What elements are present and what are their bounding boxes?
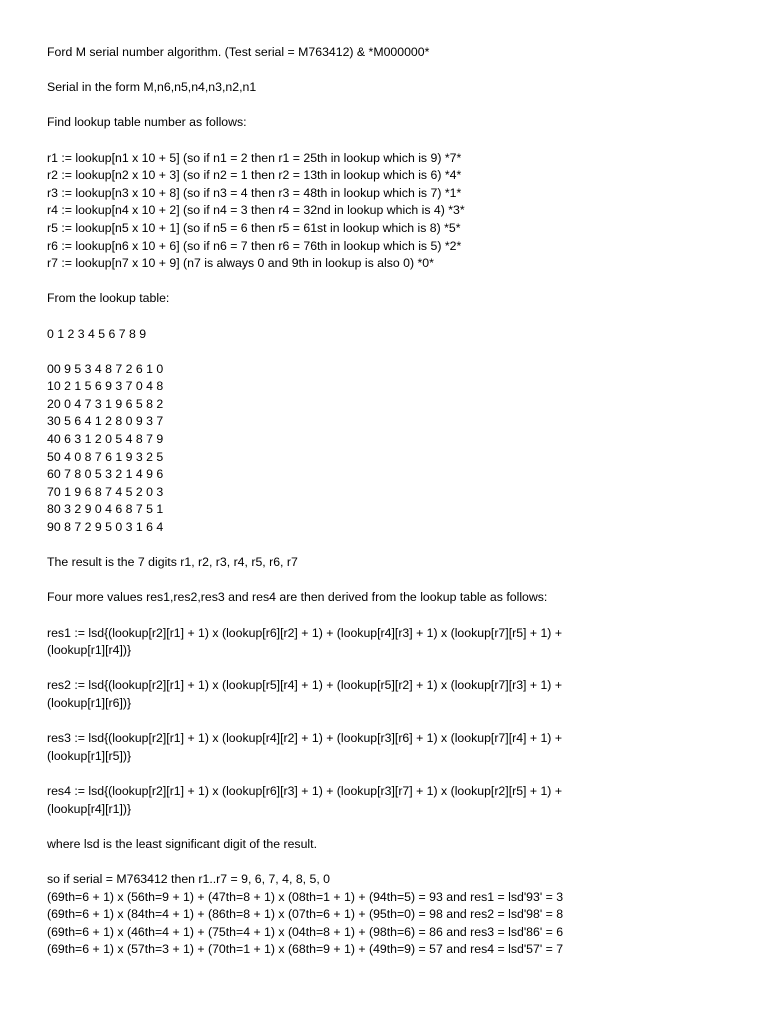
example-line: (69th=6 + 1) x (46th=4 + 1) + (75th=4 + 1) x (04th=8 + 1) + (98th=6) = 86 and res3 = lsd'86' = 6 [47, 924, 564, 939]
res-formula-line: (lookup[r4][r1])} [47, 801, 132, 816]
worked-example [47, 871, 747, 959]
res1-formula [47, 625, 747, 660]
document-page [47, 44, 747, 959]
table-row: 00 9 5 3 4 8 7 2 6 1 0 [47, 361, 164, 376]
table-row: 10 2 1 5 6 9 3 7 0 4 8 [47, 379, 164, 394]
find-intro-text: Find lookup table number as follows: [47, 115, 247, 130]
res-formula-line: (lookup[r1][r4])} [47, 643, 132, 658]
table-row: 80 3 2 9 0 4 6 8 7 5 1 [47, 502, 164, 517]
result-text: The result is the 7 digits r1, r2, r3, r4, r5, r6, r7 [47, 555, 298, 570]
r-formula-line: r3 := lookup[n3 x 10 + 8] (so if n3 = 4 then r3 = 48th in lookup which is 7) *1* [47, 185, 462, 200]
document-title: Ford M serial number algorithm. (Test serial = M763412) & *M000000* [47, 45, 430, 59]
res-formula-line: res2 := lsd{(lookup[r2][r1] + 1) x (lookup[r5][r4] + 1) + (lookup[r5][r2] + 1) x (lookup[r7][r3] + 1) + [47, 678, 563, 693]
res-formula-line: (lookup[r1][r5])} [47, 748, 132, 763]
lookup-table-header: 0 1 2 3 4 5 6 7 8 9 [47, 326, 147, 341]
table-row: 20 0 4 7 3 1 9 6 5 8 2 [47, 396, 164, 411]
r-formula-line: r1 := lookup[n1 x 10 + 5] (so if n1 = 2 then r1 = 25th in lookup which is 9) *7* [47, 150, 462, 165]
res3-formula [47, 730, 747, 765]
table-row: 70 1 9 6 8 7 4 5 2 0 3 [47, 484, 164, 499]
table-row: 60 7 8 0 5 3 2 1 4 9 6 [47, 467, 164, 482]
table-row: 30 5 6 4 1 2 8 0 9 3 7 [47, 414, 164, 429]
r-formula-line: r6 := lookup[n6 x 10 + 6] (so if n6 = 7 then r6 = 76th in lookup which is 5) *2* [47, 238, 462, 253]
example-line: (69th=6 + 1) x (57th=3 + 1) + (70th=1 + 1) x (68th=9 + 1) + (49th=9) = 57 and res4 = lsd'57' = 7 [47, 942, 564, 957]
r-formula-line: r5 := lookup[n5 x 10 + 1] (so if n5 = 6 then r5 = 61st in lookup which is 8) *5* [47, 220, 461, 235]
example-line: (69th=6 + 1) x (56th=9 + 1) + (47th=8 + 1) x (08th=1 + 1) + (94th=5) = 93 and res1 = lsd'93' = 3 [47, 889, 564, 904]
r-formula-line: r7 := lookup[n7 x 10 + 9] (n7 is always 0 and 9th in lookup is also 0) *0* [47, 256, 434, 271]
res-formula-line: res4 := lsd{(lookup[r2][r1] + 1) x (lookup[r6][r3] + 1) + (lookup[r3][r7] + 1) x (lookup[r2][r5] + 1) + [47, 783, 563, 798]
res-formula-line: res3 := lsd{(lookup[r2][r1] + 1) x (lookup[r4][r2] + 1) + (lookup[r3][r6] + 1) x (lookup[r7][r4] + 1) + [47, 731, 563, 746]
serial-form-text: Serial in the form M,n6,n5,n4,n3,n2,n1 [47, 80, 257, 95]
res-formula-line: (lookup[r1][r6])} [47, 695, 132, 710]
table-row: 50 4 0 8 7 6 1 9 3 2 5 [47, 449, 164, 464]
example-line: so if serial = M763412 then r1..r7 = 9, 6, 7, 4, 8, 5, 0 [47, 871, 330, 886]
r-formula-line: r2 := lookup[n2 x 10 + 3] (so if n2 = 1 then r2 = 13th in lookup which is 6) *4* [47, 168, 462, 183]
from-table-text: From the lookup table: [47, 291, 170, 306]
res2-formula [47, 677, 747, 712]
r-formula-list [47, 150, 747, 273]
four-more-text: Four more values res1,res2,res3 and res4 are then derived from the lookup table as follows: [47, 590, 548, 605]
example-line: (69th=6 + 1) x (84th=4 + 1) + (86th=8 + 1) x (07th=6 + 1) + (95th=0) = 98 and res2 = lsd'98' = 8 [47, 907, 564, 922]
table-row: 90 8 7 2 9 5 0 3 1 6 4 [47, 520, 164, 535]
table-row: 40 6 3 1 2 0 5 4 8 7 9 [47, 432, 164, 447]
res4-formula [47, 783, 747, 818]
res-formula-line: res1 := lsd{(lookup[r2][r1] + 1) x (lookup[r6][r2] + 1) + (lookup[r4][r3] + 1) x (lookup[r7][r5] + 1) + [47, 625, 563, 640]
lookup-table [47, 361, 747, 537]
r-formula-line: r4 := lookup[n4 x 10 + 2] (so if n4 = 3 then r4 = 32nd in lookup which is 4) *3* [47, 203, 465, 218]
lsd-note: where lsd is the least significant digit of the result. [47, 836, 317, 851]
